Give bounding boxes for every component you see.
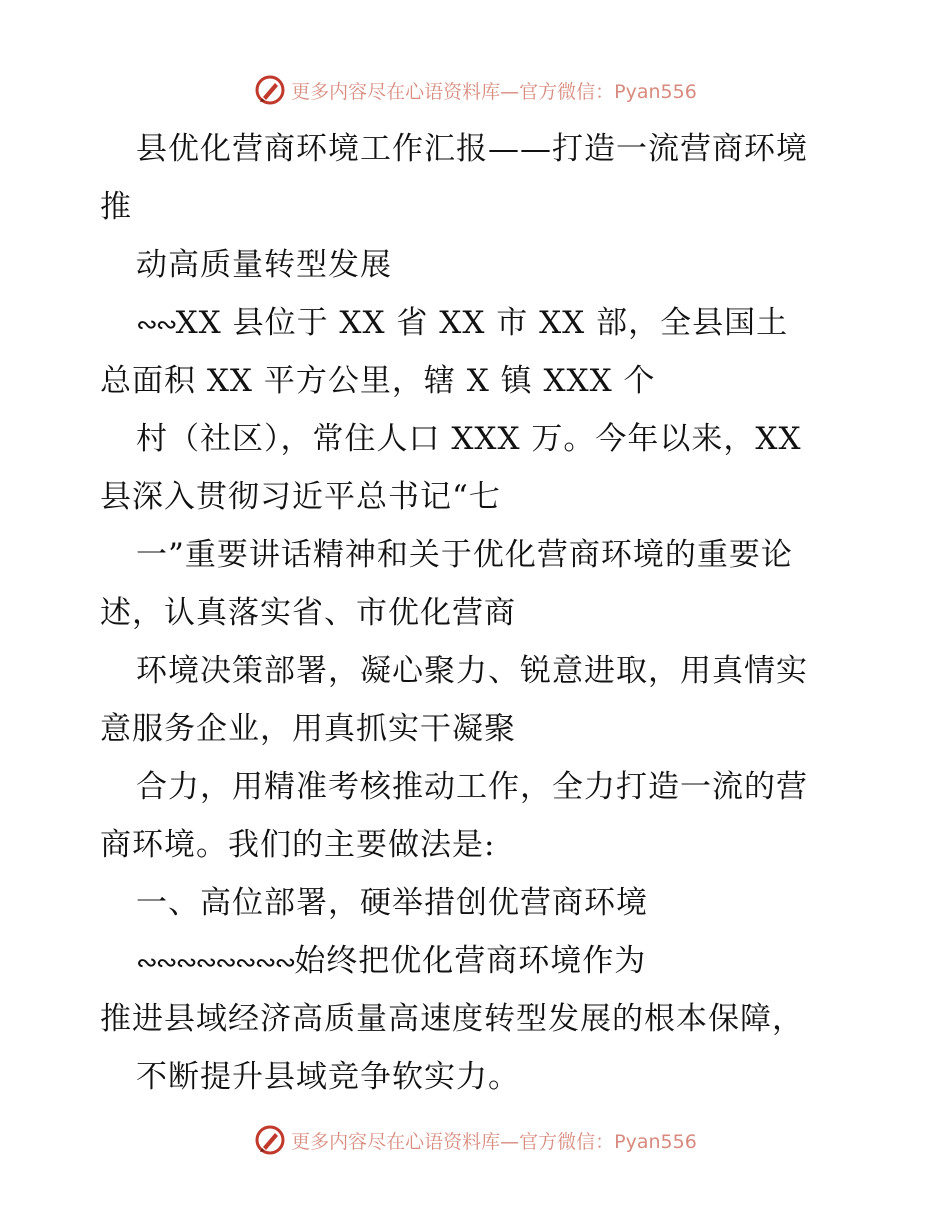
text-line [100, 932, 852, 990]
text-line [100, 468, 852, 526]
text-line [100, 874, 852, 932]
text-line-content: 商环境。我们的主要做法是: [100, 827, 496, 863]
pen-logo-icon [253, 1123, 287, 1157]
text-line [100, 352, 852, 410]
text-line-content: 推进县域经济高质量高速度转型发展的根本保障， [100, 1001, 804, 1037]
text-line-content: 村（社区），常住人口 XXX 万。今年以来，XX [136, 421, 802, 457]
text-line-content: 意服务企业，用真抓实干凝聚 [100, 711, 516, 747]
text-line-content: 不断提升县域竞争软实力。 [136, 1059, 520, 1095]
text-line-content: XX 县位于 XX 省 XX 市 XX 部，全县国土 [175, 305, 789, 341]
text-line-content: 推 [100, 189, 132, 225]
text-line [100, 584, 852, 642]
ornament-icon: ∾∾ [136, 310, 176, 340]
text-line [100, 178, 852, 236]
text-line-content: 一”重要讲话精神和关于优化营商环境的重要论 [136, 537, 793, 573]
text-line-content: 一、高位部署，硬举措创优营商环境 [136, 885, 648, 921]
text-line [100, 294, 852, 352]
pen-logo-icon [253, 73, 287, 107]
text-line-content: 总面积 XX 平方公里，辖 X 镇 XXX 个 [100, 363, 656, 399]
header-banner-text: 更多内容尽在心语资料库—官方微信：Pyan556 [291, 80, 697, 103]
text-line [100, 700, 852, 758]
text-line [100, 410, 852, 468]
text-line-content: 动高质量转型发展 [136, 247, 392, 283]
text-line [100, 526, 852, 584]
text-line [100, 642, 852, 700]
text-line [100, 990, 852, 1048]
footer-banner-text: 更多内容尽在心语资料库—官方微信：Pyan556 [291, 1130, 697, 1153]
footer-banner [0, 1122, 950, 1158]
ornament-icon: ∾∾∾∾∾∾∾∾ [136, 948, 295, 978]
header-banner [0, 72, 950, 108]
text-line [100, 1048, 852, 1106]
text-line-content: 合力，用精准考核推动工作，全力打造一流的营 [136, 769, 808, 805]
text-line-content: 县优化营商环境工作汇报——打造一流营商环境 [136, 131, 808, 167]
text-line [100, 120, 852, 178]
text-line-content: 县深入贯彻习近平总书记“七 [100, 479, 501, 515]
text-line-content: 环境决策部署，凝心聚力、锐意进取，用真情实 [136, 653, 808, 689]
text-line [100, 816, 852, 874]
text-line-content: 述，认真落实省、市优化营商 [100, 595, 516, 631]
document-body [100, 120, 852, 1106]
text-line [100, 236, 852, 294]
text-line [100, 758, 852, 816]
text-line-content: 始终把优化营商环境作为 [294, 943, 647, 979]
